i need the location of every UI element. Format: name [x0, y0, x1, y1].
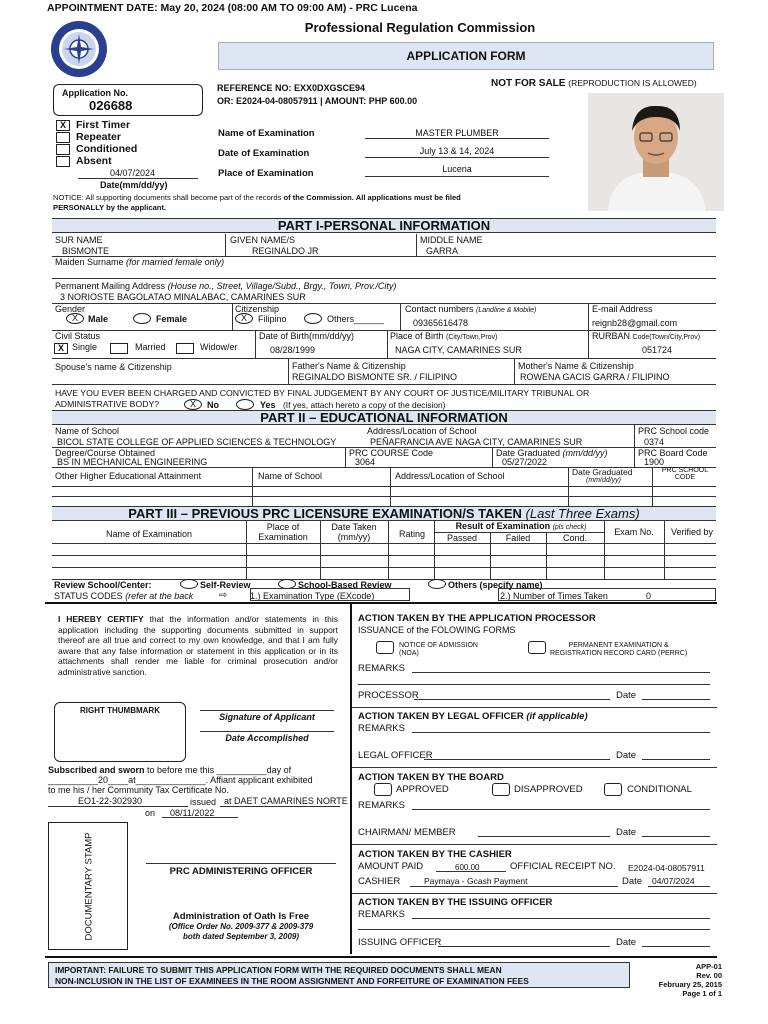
contact-note: (Landline & Mobile) [476, 307, 537, 314]
status-codes [54, 591, 193, 601]
repeater-label: Repeater [76, 131, 121, 143]
amount-paid-value: 600.00 [455, 863, 480, 872]
exam-name-label: Name of Examination [218, 128, 315, 139]
other-location-label: Address/Location of School [395, 471, 505, 481]
school-code-value: 0374 [644, 437, 665, 447]
noa-checkbox[interactable] [376, 641, 394, 654]
processor-label: PROCESSOR [358, 690, 419, 701]
perrc-label [550, 642, 687, 658]
address-note: (House no., Street, Village/Subd., Brgy., Town, Prov./City) [167, 281, 397, 291]
application-number-label: Application No. [62, 88, 128, 98]
gender-female-radio[interactable] [133, 313, 151, 324]
exam-type-label: 1.) Examination Type (EXcode) [250, 591, 375, 601]
or-amount: OR: E2024-04-08057911 | AMOUNT: PHP 600.00 [217, 96, 418, 106]
certification-body: that the information and/or statements in this application including the supporting documents submitted in support thereof are all true and correct to my own knowledge, and that I am fully aware that any false information or statement in this application or in its attachments shall render me liable for criminal prosecution and/or administrative sanction. [58, 614, 339, 677]
board-date-label: Date [616, 827, 637, 838]
issuing-remarks-label: REMARKS [358, 909, 405, 920]
board-code-label: PRC Board Code [638, 448, 708, 458]
rurban-value: 051724 [642, 345, 673, 355]
part2-title: PART II – EDUCATIONAL INFORMATION [52, 410, 716, 425]
sworn-text-1: to before me this __________day of [144, 765, 292, 775]
other-education-label: Other Higher Educational Attainment [55, 471, 202, 481]
review-label: Review School/Center: [54, 580, 152, 590]
status-codes-label: STATUS CODES [54, 591, 126, 601]
part3-title-note: (Last Three Exams) [525, 506, 640, 521]
given-name-value: REGINALDO JR [252, 246, 319, 256]
rurban-label-text: RURBAN [592, 331, 633, 341]
disapproved-checkbox[interactable] [492, 783, 510, 796]
form-title: APPLICATION FORM [406, 49, 526, 63]
form-page: Page 1 of 1 [682, 989, 722, 998]
perrc-checkbox[interactable] [528, 641, 546, 654]
notice-text-3: PERSONALLY by the applicant. [53, 202, 167, 212]
rurban-label [592, 331, 700, 341]
documentary-stamp-label: DOCUMENTARY STAMP [83, 832, 95, 941]
commission-title: Professional Regulation Commission [304, 20, 536, 35]
mother-label: Mother's Name & Citizenship [518, 361, 634, 371]
issued-at-value: at DAET CAMARINES NORTE [224, 796, 348, 806]
absent-checkbox[interactable] [56, 156, 70, 167]
maiden-label [55, 257, 224, 267]
oath-note-1: (Office Order No. 2009-377 & 2009-379 [168, 922, 314, 931]
maiden-note: (for married female only) [126, 257, 225, 267]
exam-date-label: Date of Examination [218, 148, 310, 159]
pob-value: NAGA CITY, CAMARINES SUR [395, 345, 522, 355]
prc-seal-icon [50, 20, 108, 78]
exam-place-label: Place of Examination [218, 168, 314, 179]
civil-widow-checkbox[interactable] [176, 343, 194, 354]
on-label: on [145, 808, 156, 818]
gender-male-label: Male [88, 314, 109, 324]
receipt-label: OFFICIAL RECEIPT NO. [510, 861, 616, 872]
dob-value: 08/28/1999 [270, 345, 316, 355]
maiden-label-text: Maiden Surname [55, 257, 127, 267]
cashier-action-title: ACTION TAKEN BY THE CASHIER [358, 849, 512, 860]
approved-label: APPROVED [396, 784, 449, 795]
grad-note: (mm/dd/yy) [562, 448, 608, 458]
processor-remarks-label: REMARKS [358, 663, 405, 674]
cashier-date-value: 04/07/2024 [652, 876, 695, 886]
notice [53, 193, 553, 212]
form-code: APP-01 [695, 962, 722, 971]
cashier-value: Paymaya - Gcash Payment [424, 876, 528, 886]
school-code-label: PRC School code [638, 426, 710, 436]
issuing-officer-label: ISSUING OFFICER [358, 937, 442, 948]
col-result-note: (pls check) [552, 524, 587, 531]
contact-label-text: Contact numbers [405, 304, 477, 314]
application-number: 026688 [89, 98, 133, 113]
appointment-date: APPOINTMENT DATE: May 20, 2024 (08:00 AM TO 09:00 AM) - PRC Lucena [47, 2, 418, 14]
date-label: Date(mm/dd/yy) [100, 180, 168, 190]
conditioned-label: Conditioned [76, 143, 138, 155]
gender-female-label: Female [156, 314, 188, 324]
citizenship-filipino-label: Filipino [258, 314, 287, 324]
school-value: BICOL STATE COLLEGE OF APPLIED SCIENCES & TECHNOLOGY [57, 437, 337, 447]
times-taken-label: 2.) Number of Times Taken [500, 591, 608, 601]
charged-yes-radio[interactable] [236, 399, 254, 410]
course-code-value: 3064 [355, 457, 376, 467]
legal-date-label: Date [616, 750, 637, 761]
col-verified-by: Verified by [670, 527, 714, 537]
degree-value: BS IN MECHANICAL ENGINEERING [57, 457, 208, 467]
citizenship-others-radio[interactable] [304, 313, 322, 324]
sworn-lead: Subscribed and sworn [48, 765, 145, 775]
signature-label: Signature of Applicant [219, 712, 315, 722]
gender-label: Gender [55, 304, 86, 314]
noa-label [399, 642, 478, 658]
not-for-sale [491, 78, 697, 89]
processor-action-title: ACTION TAKEN BY THE APPLICATION PROCESSOR [358, 613, 596, 624]
receipt-value: E2024-04-08057911 [628, 863, 705, 873]
father-label: Father's Name & Citizenship [292, 361, 406, 371]
approved-checkbox[interactable] [374, 783, 392, 796]
status-codes-note: (refer at the back [125, 591, 194, 601]
board-action-title: ACTION TAKEN BY THE BOARD [358, 772, 504, 783]
absent-label: Absent [76, 155, 112, 167]
other-code-label: PRC SCHOOL CODE [661, 467, 709, 481]
first-timer-label: First Timer [76, 119, 131, 131]
civil-widow-label: Widow/er [200, 342, 238, 352]
form-date: February 25, 2015 [658, 980, 722, 989]
amount-paid-label: AMOUNT PAID [358, 861, 424, 872]
col-cond: Cond. [562, 533, 588, 543]
issued-label: issued [190, 797, 217, 807]
middle-name-label: MIDDLE NAME [420, 235, 483, 245]
review-others-label: Others (specify name) ___________________________ [448, 580, 681, 590]
processor-date-label: Date [616, 690, 637, 701]
arrow-right-icon: ⇨ [219, 590, 228, 601]
school-location-value: PEÑAFRANCIA AVE NAGA CITY, CAMARINES SUR [370, 437, 583, 447]
citizenship-filipino-radio[interactable]: X [235, 313, 253, 324]
col-failed: Failed [505, 533, 531, 543]
address-label-text: Permanent Mailing Address [55, 281, 168, 291]
thumbmark-label: RIGHT THUMBMARK [80, 706, 160, 715]
col-passed: Passed [446, 533, 478, 543]
degree-label: Degree/Course Obtained [55, 448, 156, 458]
board-remarks-label: REMARKS [358, 800, 405, 811]
other-grad-note: (mm/dd/yy) [586, 477, 621, 484]
legal-action-title-text: ACTION TAKEN BY LEGAL OFFICER [358, 711, 527, 722]
notice-text-2: of the Commission. All applications must be filed [283, 193, 461, 202]
col-rating: Rating [398, 529, 425, 539]
form-title-bar [218, 42, 714, 70]
date-value: 04/07/2024 [110, 168, 156, 178]
sworn-line-1 [48, 765, 291, 775]
administering-officer-label: PRC ADMINISTERING OFFICER [169, 866, 313, 877]
charged-question: HAVE YOU EVER BEEN CHARGED AND CONVICTED BY FINAL JUDGEMENT BY ANY COURT OF JUSTICE/MILITARY TRIBUNAL OR [55, 388, 590, 398]
contact-label [405, 304, 536, 314]
col-result [436, 521, 606, 531]
certification-lead: I HEREBY CERTIFY [58, 614, 144, 624]
school-label: Name of School [55, 426, 120, 436]
date-accomplished-label: Date Accomplished [225, 733, 309, 743]
charged-yes-note: (If yes, attach hereto a copy of the decision) [283, 400, 446, 410]
civil-married-checkbox[interactable] [110, 343, 128, 354]
notice-text-1: NOTICE: All supporting documents shall become part of the records [53, 193, 284, 202]
review-school-label: School-Based Review [298, 580, 392, 590]
col-exam-name: Name of Examination [105, 529, 193, 539]
citizenship-others-label: Others______ [327, 314, 385, 324]
legal-remarks-label: REMARKS [358, 723, 405, 734]
father-value: REGINALDO BISMONTE SR. / FILIPINO [292, 372, 458, 382]
legal-officer-label: LEGAL OFFICER [358, 750, 433, 761]
col-place: Place of Examination [258, 522, 308, 542]
disapproved-label: DISAPPROVED [514, 784, 583, 795]
sworn-line-3: to me his / her Community Tax Certificate No. [48, 785, 229, 795]
ctc-number: EO1-22-302930 [78, 796, 143, 806]
cashier-label: CASHIER [358, 876, 401, 887]
applicant-photo [588, 93, 724, 211]
civil-single-label: Single [72, 342, 98, 352]
part3-title-text: PART III – PREVIOUS PRC LICENSURE EXAMINATION/S TAKEN [128, 506, 526, 521]
review-self-label: Self-Review [200, 580, 251, 590]
rurban-note: Code(Town/City,Prov) [632, 334, 701, 341]
oath-free-label: Administration of Oath Is Free [172, 911, 310, 922]
important-notice-box [48, 962, 630, 988]
on-date-value: 08/11/2022 [170, 808, 215, 818]
important-notice-2: NON-INCLUSION IN THE LIST OF EXAMINEES IN THE ROOM ASSIGNMENT AND FORFEITURE OF EXAMINATION FEES [55, 976, 529, 986]
charged-no-label: No [207, 400, 219, 410]
gender-male-radio[interactable]: X [66, 313, 84, 324]
course-code-label: PRC COURSE Code [349, 448, 434, 458]
grad-label-text: Date Graduated [496, 448, 563, 458]
grad-value: 05/27/2022 [502, 457, 548, 467]
sworn-line-2: __________20____at______________. Affiant applicant exhibited [48, 775, 313, 785]
civil-status-label: Civil Status [55, 331, 101, 341]
charged-yes-label: Yes [260, 400, 276, 410]
spouse-label: Spouse's name & Citizenship [55, 362, 172, 372]
other-grad-label: Date Graduated [572, 467, 633, 477]
times-taken-value: 0 [646, 591, 652, 601]
civil-married-label: Married [135, 342, 166, 352]
col-date-taken: Date Taken (mm/yy) [331, 522, 377, 542]
oath-note-2: both dated September 3, 2009) [182, 932, 300, 941]
email-label: E-mail Address [592, 304, 653, 314]
pob-label [390, 331, 497, 341]
thumbmark-box [54, 702, 186, 762]
first-timer-checkbox[interactable]: X [56, 120, 70, 131]
legal-action-note: (if applicable) [526, 711, 588, 722]
pob-label-text: Place of Birth [390, 331, 447, 341]
exam-date-value: July 13 & 14, 2024 [419, 146, 495, 156]
other-school-label: Name of School [258, 471, 323, 481]
application-number-box [53, 84, 203, 116]
reference-number: REFERENCE NO: EXX0DXGSCE94 [217, 83, 366, 93]
address-value: 3 NORIOSTE BAGOLATAO MINALABAC, CAMARINES SUR [60, 292, 306, 302]
email-value: reignb28@gmail.com [592, 318, 678, 328]
perrc-label-text: PERMANENT EXAMINATION & [568, 642, 669, 649]
part3-title [52, 506, 716, 521]
perrc-label-sub: REGISTRATION RECORD CARD (PERRC) [550, 650, 688, 657]
exam-name-value: MASTER PLUMBER [415, 128, 499, 138]
conditional-label: CONDITIONAL [627, 784, 692, 795]
charged-no-radio[interactable]: X [184, 399, 202, 410]
col-exam-no: Exam No. [614, 527, 654, 537]
certification-text [58, 614, 338, 677]
review-others-radio[interactable] [428, 579, 446, 589]
review-self-radio[interactable] [180, 579, 198, 589]
given-name-label: GIVEN NAME/S [230, 235, 296, 245]
address-label [55, 281, 396, 291]
repeater-checkbox[interactable] [56, 132, 70, 143]
mother-value: ROWENA GACIS GARRA / FILIPINO [520, 372, 670, 382]
school-location-label: Address/Location of School [367, 426, 477, 436]
citizenship-label: Citizenship [235, 304, 280, 314]
exam-place-value: Lucena [442, 164, 472, 174]
noa-label-text: NOTICE OF ADMISSION [399, 642, 478, 649]
form-rev: Rev. 00 [696, 971, 722, 980]
contact-value: 09365616478 [413, 318, 469, 328]
surname-label: SUR NAME [55, 235, 103, 245]
noa-label-sub: (NOA) [399, 650, 419, 657]
not-for-sale-label: NOT FOR SALE [491, 78, 566, 89]
conditioned-checkbox[interactable] [56, 144, 70, 155]
chairman-label: CHAIRMAN/ MEMBER [358, 827, 456, 838]
charged-question-2: ADMINISTRATIVE BODY? [55, 399, 160, 409]
board-code-value: 1900 [644, 457, 665, 467]
dob-label: Date of Birth(mm/dd/yy) [259, 331, 355, 341]
pob-note: (City/Town,Prov) [446, 334, 498, 341]
legal-action-title [358, 711, 588, 722]
col-result-text: Result of Examination [455, 521, 553, 531]
part1-title: PART I-PERSONAL INFORMATION [52, 218, 716, 233]
middle-name-value: GARRA [426, 246, 459, 256]
cashier-date-label: Date [622, 876, 643, 887]
issuing-action-title: ACTION TAKEN BY THE ISSUING OFFICER [358, 897, 553, 908]
civil-single-checkbox[interactable]: X [54, 343, 68, 354]
documentary-stamp-box [48, 822, 128, 950]
surname-value: BISMONTE [62, 246, 110, 256]
important-notice-1: IMPORTANT: FAILURE TO SUBMIT THIS APPLICATION FORM WITH THE REQUIRED DOCUMENTS SHALL MEAN [55, 965, 502, 975]
reproduction-note: (REPRODUCTION IS ALLOWED) [568, 78, 697, 88]
form-code-block [640, 962, 722, 998]
issuance-label: ISSUANCE of the FOLOWING FORMS [358, 625, 516, 635]
issuing-date-label: Date [616, 937, 637, 948]
conditional-checkbox[interactable] [604, 783, 622, 796]
